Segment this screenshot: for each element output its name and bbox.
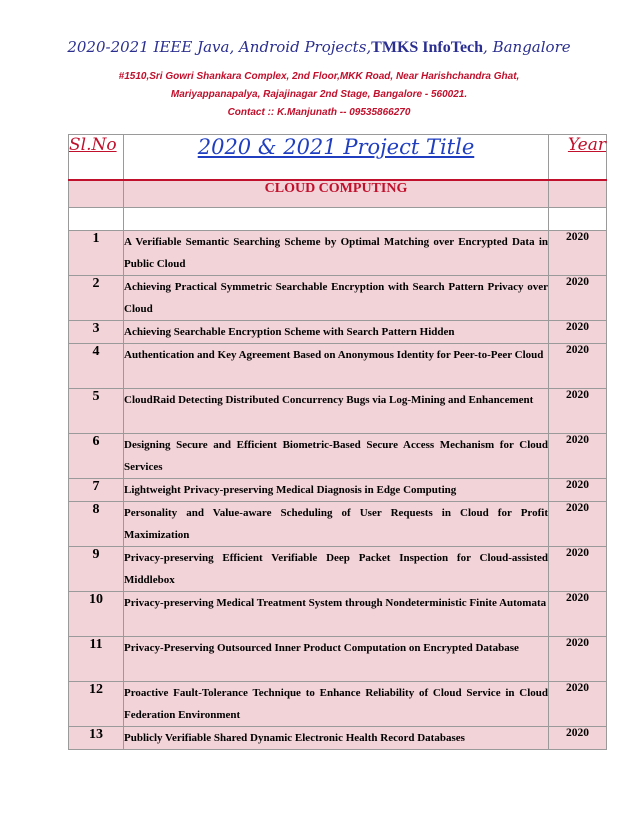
row-number: 5 (69, 389, 124, 434)
row-number: 4 (69, 344, 124, 389)
header-title-main: 2020-2021 IEEE Java, Android Projects, (67, 38, 372, 56)
row-number: 3 (69, 321, 124, 344)
row-year: 2020 (549, 321, 607, 344)
row-number: 12 (69, 682, 124, 727)
row-year: 2020 (549, 682, 607, 727)
row-title: Publicly Verifiable Shared Dynamic Electronic Health Record Databases (124, 727, 549, 750)
table-row (69, 682, 607, 727)
section-cell-empty (69, 180, 124, 208)
project-table (68, 134, 607, 750)
row-year: 2020 (549, 231, 607, 276)
row-number: 6 (69, 434, 124, 479)
row-number: 1 (69, 231, 124, 276)
header-address-line2: Mariyappanapalya, Rajajinagar 2nd Stage, Bangalore - 560021. (170, 89, 468, 100)
table-row (69, 434, 607, 479)
section-row (69, 180, 607, 208)
row-number: 11 (69, 637, 124, 682)
header-title (0, 38, 638, 57)
row-number: 10 (69, 592, 124, 637)
row-title: Privacy-preserving Medical Treatment System through Nondeterministic Finite Automata (124, 592, 549, 637)
row-year: 2020 (549, 479, 607, 502)
table-row (69, 389, 607, 434)
table-row (69, 321, 607, 344)
row-year: 2020 (549, 727, 607, 750)
row-year: 2020 (549, 434, 607, 479)
column-header-slno: Sl.No (69, 135, 124, 181)
row-title: Designing Secure and Efficient Biometric-Based Secure Access Mechanism for Cloud Services (124, 434, 549, 479)
table-row (69, 276, 607, 321)
row-title: Authentication and Key Agreement Based on Anonymous Identity for Peer-to-Peer Cloud (124, 344, 549, 389)
row-number: 13 (69, 727, 124, 750)
section-title: CLOUD COMPUTING (124, 180, 549, 208)
row-number: 8 (69, 502, 124, 547)
header-company: TMKS InfoTech (371, 39, 484, 56)
row-year: 2020 (549, 592, 607, 637)
row-year: 2020 (549, 637, 607, 682)
table-body (69, 231, 607, 750)
row-title: Lightweight Privacy-preserving Medical Diagnosis in Edge Computing (124, 479, 549, 502)
table-row (69, 547, 607, 592)
row-title: Achieving Searchable Encryption Scheme with Search Pattern Hidden (124, 321, 549, 344)
row-title: CloudRaid Detecting Distributed Concurrency Bugs via Log-Mining and Enhancement (124, 389, 549, 434)
section-cell-empty (549, 180, 607, 208)
row-title: A Verifiable Semantic Searching Scheme by Optimal Matching over Encrypted Data in Public Cloud (124, 231, 549, 276)
row-year: 2020 (549, 276, 607, 321)
table-header-row (69, 135, 607, 181)
table-row (69, 592, 607, 637)
header-address-line1: #1510,Sri Gowri Shankara Complex, 2nd Floor,MKK Road, Near Harishchandra Ghat, (118, 71, 520, 82)
row-year: 2020 (549, 502, 607, 547)
row-title: Privacy-Preserving Outsourced Inner Product Computation on Encrypted Database (124, 637, 549, 682)
row-year: 2020 (549, 389, 607, 434)
spacer-row (69, 208, 607, 231)
row-title: Personality and Value-aware Scheduling of User Requests in Cloud for Profit Maximization (124, 502, 549, 547)
row-number: 7 (69, 479, 124, 502)
table-row (69, 637, 607, 682)
table-row (69, 727, 607, 750)
table-row (69, 502, 607, 547)
table-row (69, 231, 607, 276)
row-year: 2020 (549, 547, 607, 592)
row-title: Achieving Practical Symmetric Searchable Encryption with Search Pattern Privacy over Cloud (124, 276, 549, 321)
row-number: 2 (69, 276, 124, 321)
header-city: , Bangalore (483, 38, 571, 56)
row-number: 9 (69, 547, 124, 592)
column-header-title: 2020 & 2021 Project Title (124, 135, 549, 181)
table-row (69, 344, 607, 389)
header-contact: Contact :: K.Manjunath -- 09535866270 (227, 107, 411, 118)
row-title: Privacy-preserving Efficient Verifiable Deep Packet Inspection for Cloud-assisted Middlebox (124, 547, 549, 592)
table-row (69, 479, 607, 502)
row-title: Proactive Fault-Tolerance Technique to Enhance Reliability of Cloud Service in Cloud Federation Environment (124, 682, 549, 727)
row-year: 2020 (549, 344, 607, 389)
column-header-year: Year (549, 135, 607, 181)
